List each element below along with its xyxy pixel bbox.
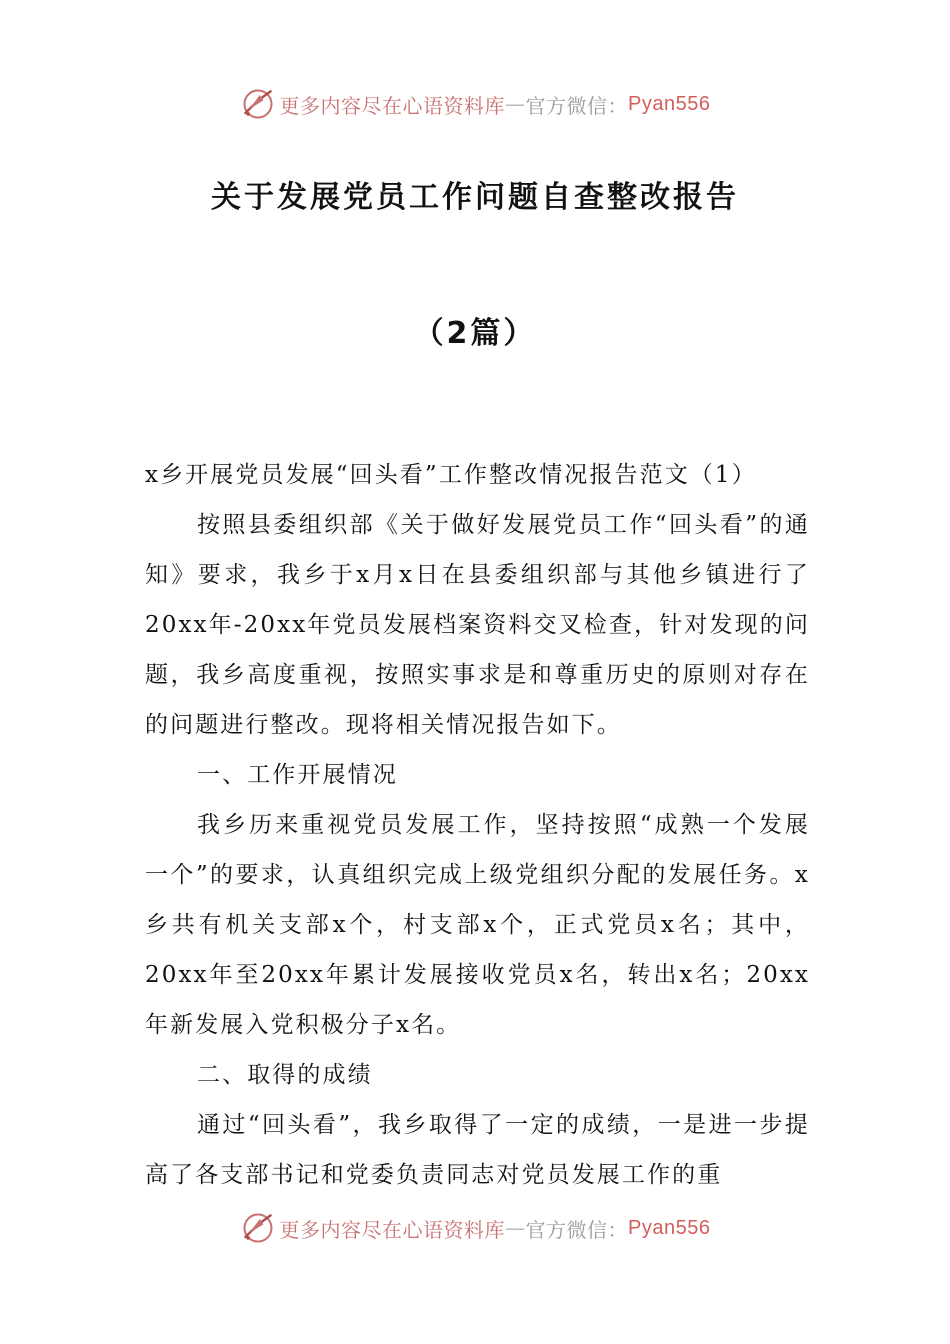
header-watermark bbox=[0, 82, 950, 126]
watermark-label: 官方微信： bbox=[525, 93, 629, 118]
watermark-dash: — bbox=[505, 92, 526, 116]
page-subtitle: （2篇） bbox=[413, 316, 537, 351]
watermark-text: 更多内容尽在心语资料库 bbox=[279, 93, 506, 118]
paragraph: 通过“回头看”，我乡取得了一定的成绩，一是进一步提高了各支部书记和党委负责同志对党员发展工作的重 bbox=[145, 1112, 810, 1188]
watermark-dash: — bbox=[505, 1216, 526, 1240]
quill-logo-icon bbox=[240, 1210, 276, 1246]
subheading: 二、取得的成绩 bbox=[197, 1062, 373, 1088]
section-heading: x乡开展党员发展“回头看”工作整改情况报告范文（1） bbox=[145, 462, 757, 488]
watermark-wechat-id: Pyan556 bbox=[628, 1216, 711, 1239]
watermark-wechat-id: Pyan556 bbox=[628, 92, 711, 115]
paragraph: 我乡历来重视党员发展工作，坚持按照“成熟一个发展一个”的要求，认真组织完成上级党组织分配的发展任务。x乡共有机关支部x个，村支部x个，正式党员x名；其中，20xx年至20xx年累计发展接收党员x名，转出x名；20xx年新发展入党积极分子x名。 bbox=[145, 812, 810, 1038]
watermark-label: 官方微信： bbox=[525, 1217, 629, 1242]
footer-watermark bbox=[0, 1206, 950, 1250]
document-body bbox=[145, 450, 810, 1200]
page-title: 关于发展党员工作问题自查整改报告 bbox=[211, 180, 739, 215]
paragraph: 按照县委组织部《关于做好发展党员工作“回头看”的通知》要求，我乡于x月x日在县委组织部与其他乡镇进行了20xx年-20xx年党员发展档案资料交叉检查，针对发现的问题，我乡高度重视，按照实事求是和尊重历史的原则对存在的问题进行整改。现将相关情况报告如下。 bbox=[145, 512, 810, 738]
watermark-text: 更多内容尽在心语资料库 bbox=[279, 1217, 506, 1242]
subheading: 一、工作开展情况 bbox=[197, 762, 398, 788]
quill-logo-icon bbox=[240, 86, 276, 122]
